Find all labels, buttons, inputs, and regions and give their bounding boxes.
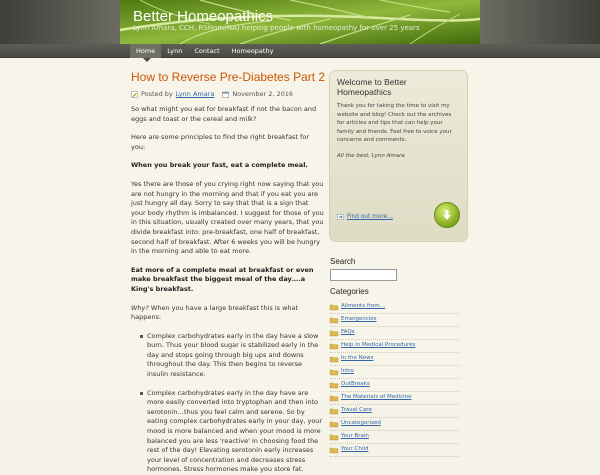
category-item[interactable]: [330, 379, 460, 392]
nav-item-homeopathy[interactable]: Homeopathy: [231, 47, 274, 55]
post-meta: [131, 89, 320, 99]
site-title[interactable]: Better Homeopathics: [133, 8, 274, 25]
welcome-signature: All the best, Lynn Amara: [337, 152, 405, 159]
category-item[interactable]: [330, 314, 460, 327]
category-label: Uncategorized: [341, 420, 381, 426]
welcome-box: [329, 70, 468, 242]
folder-icon: [330, 447, 338, 453]
category-item[interactable]: [330, 353, 460, 366]
post-author-link[interactable]: Lynn Amara: [175, 90, 215, 98]
nav-item-contact[interactable]: Contact: [194, 47, 220, 55]
find-out-more-label: Find out more…: [347, 214, 393, 220]
site-header: [0, 0, 600, 58]
list-item: Complex carbohydrates early in the day have a slow burn. Thus your blood sugar is stabilized early in the day and stops going through big ups and downs throughout the day. This then begins to reverse insulin resistance.: [140, 332, 325, 380]
category-label: Your Child: [341, 446, 369, 452]
category-label: Intro: [341, 368, 354, 374]
nav-item-lynn[interactable]: Lynn: [167, 47, 183, 55]
find-out-more-link[interactable]: [337, 214, 393, 220]
post-paragraph: Yes there are those of you crying right now saying that you are not hungry in the morning and that if you eat you are just hungry all day. Sorry to say that that is a sign that your body rhythm is imbalanced. I suggest for those of you in this situation, usually created over many years, that you divide breakfast into: pre-breakfast, one half of breakfast, second half of breakfast. After 6 weeks you will be hungry in the morning and able to eat more.: [131, 179, 324, 256]
folder-icon: [330, 330, 338, 336]
category-label: Emergencies: [341, 316, 377, 322]
scroll-down-button[interactable]: [434, 202, 460, 228]
category-item[interactable]: [330, 418, 460, 431]
post-paragraph: Here are some principles to find the right breakfast for you:: [131, 133, 309, 151]
why-text: When you have a large breakfast this is what happens:: [131, 303, 299, 322]
search-input[interactable]: [330, 269, 397, 281]
pencil-icon: [131, 91, 138, 98]
category-label: OutBreaks: [341, 381, 370, 387]
category-item[interactable]: [330, 431, 460, 444]
category-label: Travel Care: [341, 407, 372, 413]
category-label: FAQs: [341, 329, 355, 335]
folder-icon: [330, 395, 338, 401]
category-item[interactable]: [330, 327, 460, 340]
folder-icon: [330, 421, 338, 427]
post-subheading: When you break your fast, eat a complete meal.: [131, 161, 308, 170]
folder-icon: [330, 356, 338, 362]
folder-icon: [330, 434, 338, 440]
arrow-down-icon: [443, 210, 451, 220]
posted-by-label: Posted by: [141, 90, 173, 98]
welcome-title: Welcome to Better Homeopathics: [337, 77, 407, 97]
post-bullet-list: [131, 332, 325, 475]
category-item[interactable]: [330, 366, 460, 379]
post-date: November 2, 2016: [232, 90, 294, 98]
list-item: Complex carbohydrates early in the day have are more easily converted into tryptophan and then into serotonin…thus you feel calm and serene. So by eating complex carbohydrates early in your day, your mood is more balanced and when your mood is more balanced you are less 'reactive' in choosing food the rest of the day! Elevating serotonin early increases your level of concentration and decreases stress hormones. Stress hormones make you store fat.: [140, 389, 325, 475]
folder-icon: [330, 304, 338, 310]
category-item[interactable]: [330, 340, 460, 353]
folder-icon: [330, 382, 338, 388]
category-item[interactable]: [330, 301, 460, 314]
post-subheading: Eat more of a complete meal at breakfast or even make breakfast the biggest meal of the day….a King's breakfast.: [131, 265, 314, 293]
calendar-icon: [222, 91, 229, 98]
sidebar: [329, 58, 479, 452]
folder-icon: [330, 369, 338, 375]
welcome-text: Thank you for taking the time to visit my website and blog! Check out the archives for articles and tips that can help your family and friends. Feel free to voice your concerns and comments.: [337, 103, 452, 143]
category-label: Help in Medical Procedures: [341, 342, 416, 348]
main-content: [120, 58, 326, 474]
post-body: [131, 105, 325, 475]
search-heading: Search: [330, 257, 356, 266]
categories-list: [330, 301, 460, 457]
category-label: In the News: [341, 355, 374, 361]
category-item[interactable]: [330, 444, 460, 457]
category-item[interactable]: [330, 405, 460, 418]
main-nav: [130, 44, 279, 58]
link-arrow-icon: [337, 214, 344, 220]
category-item[interactable]: [330, 392, 460, 405]
category-label: The Materials of Medicine: [341, 394, 412, 400]
nav-item-home[interactable]: Home: [130, 44, 161, 58]
folder-icon: [330, 343, 338, 349]
category-label: Your Brain: [341, 433, 369, 439]
folder-icon: [330, 408, 338, 414]
site-description: Lynn Amara, CCH, RSHom(NA) helping people with homeopathy for over 25 years: [133, 24, 420, 32]
nav-bar: [0, 44, 600, 58]
why-emphasis: Why?: [131, 303, 149, 312]
category-label: Ailments from…: [341, 303, 386, 309]
folder-icon: [330, 317, 338, 323]
post-title[interactable]: How to Reverse Pre-Diabetes Part 2: [131, 70, 326, 84]
post-paragraph: [131, 304, 325, 323]
categories-heading: Categories: [330, 287, 369, 296]
post-paragraph: So what might you eat for breakfast if not the bacon and eggs and toast or the cereal and milk?: [131, 105, 317, 123]
